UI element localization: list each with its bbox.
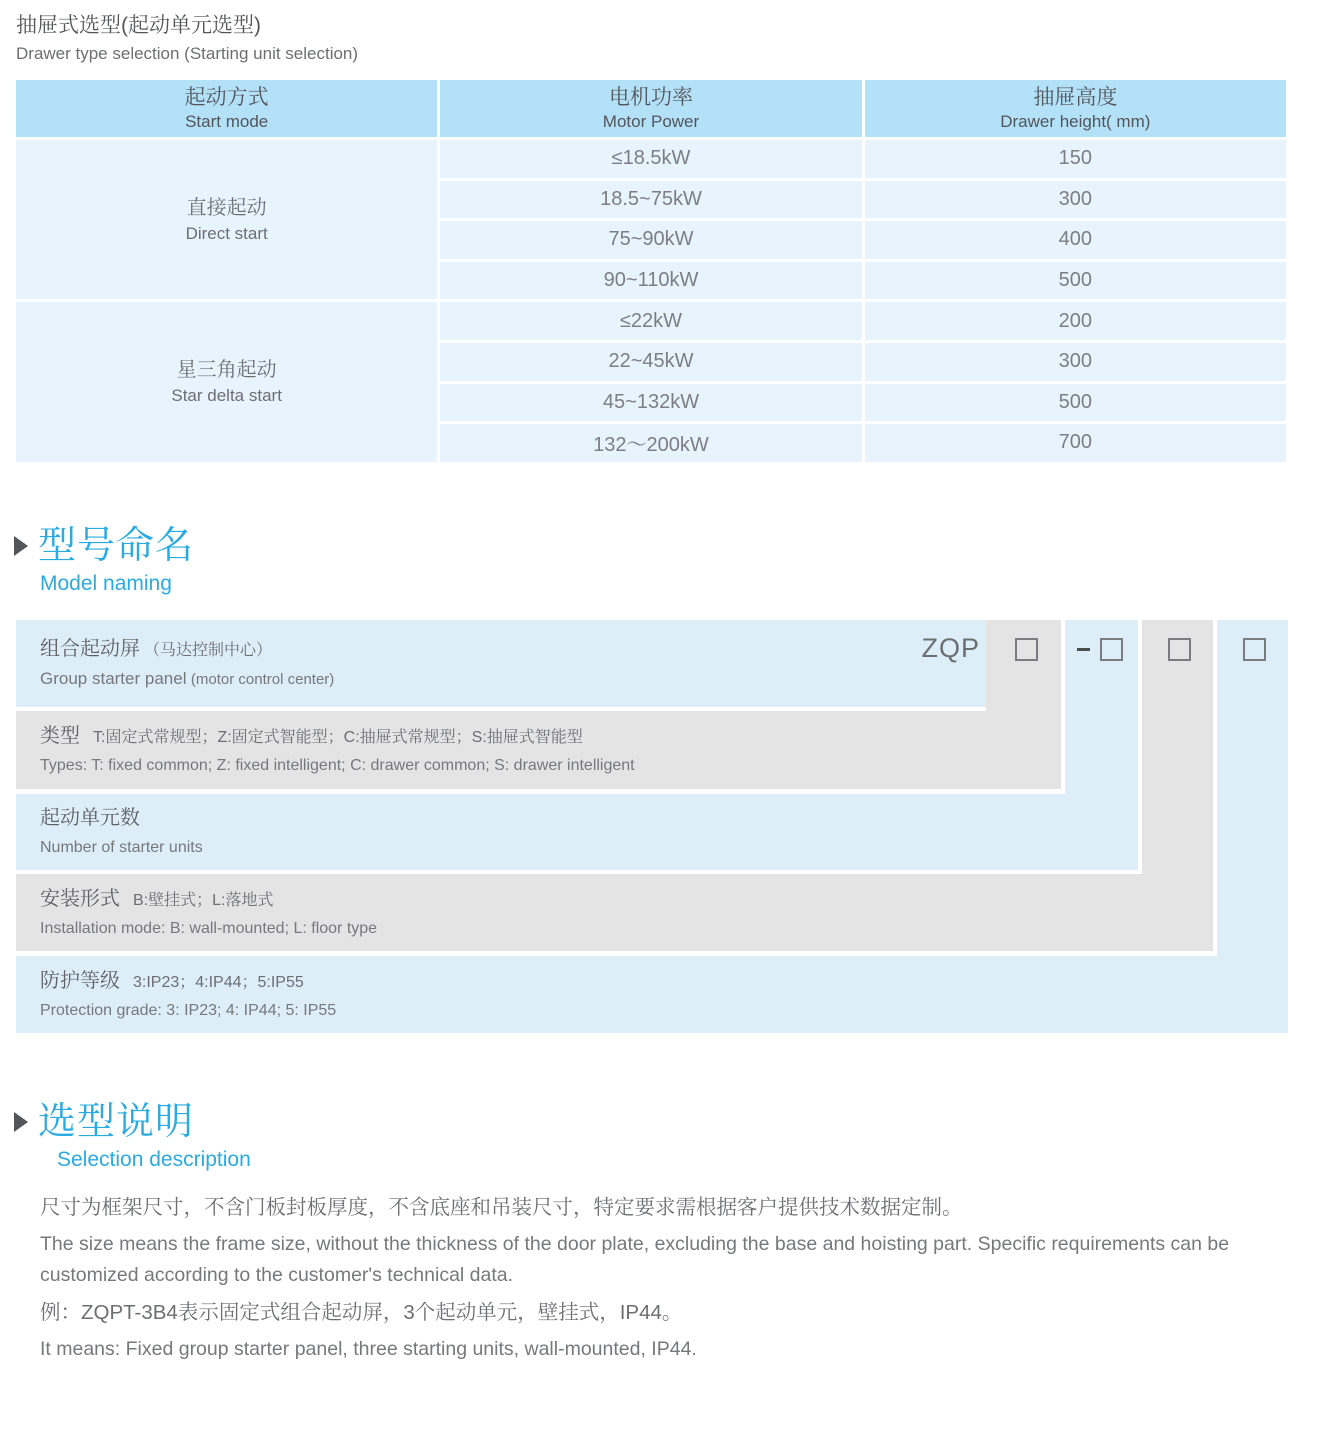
header-en: Drawer height( mm) (1000, 112, 1151, 131)
column-header-drawer-height (865, 80, 1286, 137)
power-cell: 132～200kW (440, 424, 861, 462)
page-title (16, 12, 358, 66)
start-mode-cell-star-delta (16, 302, 437, 461)
height-cell: 150 (865, 140, 1286, 178)
header-zh: 电机功率 (608, 86, 693, 109)
power-cell: ≤22kW (440, 302, 861, 340)
power-cell: 75~90kW (440, 221, 861, 259)
height-cell: 400 (865, 221, 1286, 259)
height-cell: 300 (865, 181, 1286, 219)
row-en: Protection grade: 3: IP23; 4: IP44; 5: IP55 (40, 1001, 337, 1019)
selection-description-title-zh: 选型说明 (38, 1101, 195, 1143)
selection-description-body (40, 1192, 1290, 1371)
model-code-box-type (1015, 638, 1038, 661)
row-en-sub: (motor control center) (190, 671, 335, 688)
start-mode-cell-direct (16, 140, 437, 299)
model-code-box-units (1100, 638, 1123, 661)
model-code-box-installation (1168, 638, 1191, 661)
header-en: Motor Power (602, 112, 700, 131)
model-code-box-protection (1243, 638, 1266, 661)
section-arrow-icon (14, 1112, 28, 1132)
row-zh-main: 防护等级 (40, 969, 120, 992)
model-naming-section-head (14, 524, 194, 596)
row-zh-main: 起动单元数 (40, 807, 140, 829)
row-en-main: Group starter panel (40, 669, 187, 688)
example-paragraph-zh: 例：ZQPT-3B4表示固定式组合起动屏，3个起动单元，壁挂式，IP44。 (40, 1301, 683, 1324)
model-naming-title-en: Model naming (40, 572, 172, 595)
power-cell: 90~110kW (440, 262, 861, 300)
section-arrow-icon (14, 536, 28, 556)
height-cell: 700 (865, 424, 1286, 462)
page-title-en: Drawer type selection (Starting unit selection) (16, 44, 359, 63)
naming-row-type-text (40, 711, 761, 789)
model-naming-title-zh: 型号命名 (38, 525, 195, 567)
drawer-selection-table (16, 80, 1286, 462)
header-zh: 起动方式 (184, 86, 269, 109)
row-en: Types: T: fixed common; Z: fixed intelligent; C: drawer common; S: drawer intelligent (40, 757, 635, 774)
naming-row-protection-text (40, 956, 988, 1033)
naming-row-product (16, 620, 986, 707)
model-naming-diagram (16, 620, 1288, 1033)
header-en: Start mode (185, 112, 269, 131)
description-paragraph-en: The size means the frame size, without the thickness of the door plate, excluding the base and hoisting part. Specific requirements can be customized according to the customer's technical data. (40, 1233, 1230, 1286)
naming-row-installation (16, 874, 1213, 951)
header-zh: 抽屉高度 (1033, 86, 1118, 109)
row-zh-main: 组合起动屏 (40, 638, 140, 660)
power-cell: 22~45kW (440, 343, 861, 381)
naming-row-product-text (40, 620, 686, 707)
row-en: Number of starter units (40, 839, 203, 856)
height-cell: 500 (865, 384, 1286, 422)
power-cell: ≤18.5kW (440, 140, 861, 178)
page-title-zh: 抽屉式选型(起动单元选型) (16, 14, 261, 37)
column-header-start-mode (16, 80, 437, 137)
model-code-prefix: ZQP (921, 633, 980, 663)
power-cell: 18.5~75kW (440, 181, 861, 219)
mode-en: Direct start (185, 223, 268, 243)
row-zh-sub: T:固定式常规型；Z:固定式智能型；C:抽屉式常规型；S:抽屉式智能型 (93, 729, 583, 746)
row-zh-sub: 3:IP23；4:IP44；5:IP55 (133, 973, 304, 991)
row-zh-main: 类型 (40, 725, 80, 747)
model-code-dash (1077, 648, 1090, 651)
naming-row-installation-text (40, 874, 913, 951)
naming-row-type (16, 711, 1061, 789)
height-cell: 200 (865, 302, 1286, 340)
mode-zh: 星三角起动 (176, 359, 277, 382)
mode-zh: 直接起动 (186, 196, 267, 219)
row-en: Installation mode: B: wall-mounted; L: floor type (40, 919, 378, 937)
row-zh-sub: B:壁挂式；L:落地式 (133, 891, 274, 909)
power-cell: 45~132kW (440, 384, 861, 422)
row-zh-main: 安装形式 (40, 887, 120, 910)
height-cell: 500 (865, 262, 1286, 300)
naming-row-units (16, 794, 1138, 870)
naming-row-units-text (40, 794, 838, 870)
description-paragraph-zh: 尺寸为框架尺寸，不含门板封板厚度，不含底座和吊装尺寸，特定要求需根据客户提供技术数据定制。 (40, 1196, 963, 1219)
selection-description-title-en: Selection description (57, 1148, 251, 1171)
height-cell: 300 (865, 343, 1286, 381)
naming-row-protection (16, 956, 1288, 1033)
row-zh-sub: （马达控制中心） (144, 642, 273, 659)
example-paragraph-en: It means: Fixed group starter panel, three starting units, wall-mounted, IP44. (40, 1338, 697, 1360)
column-header-motor-power (440, 80, 861, 137)
selection-description-section-head (14, 1100, 251, 1172)
mode-en: Star delta start (171, 386, 282, 406)
